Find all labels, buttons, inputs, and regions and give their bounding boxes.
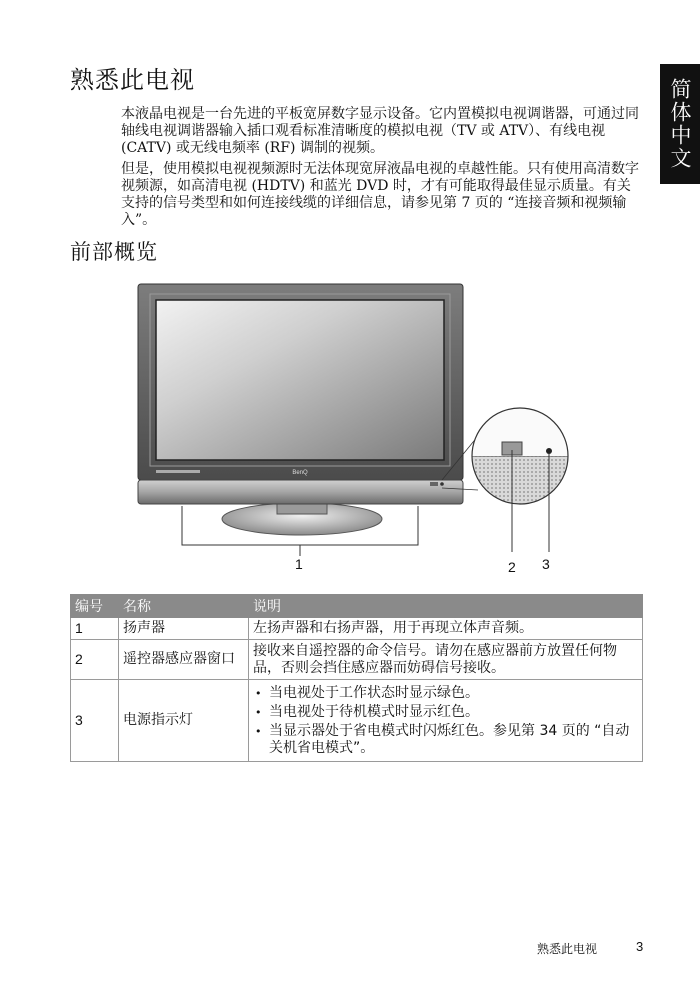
- power-indicator: [546, 448, 552, 454]
- power-indicator-dot: [440, 482, 444, 486]
- tv-screen: [156, 300, 444, 460]
- header-number: 编号: [71, 595, 119, 618]
- tv-front-figure: [130, 278, 580, 578]
- table-row: [71, 618, 643, 640]
- section-title: 熟悉此电视: [70, 66, 195, 94]
- footer-section-title: 熟悉此电视: [537, 942, 598, 956]
- row-name: 电源指示灯: [119, 680, 249, 762]
- row-name: 扬声器: [119, 618, 249, 640]
- header-description: 说明: [249, 595, 643, 618]
- bullet-list: [253, 685, 638, 757]
- row-number: 3: [71, 680, 119, 762]
- bullet-item: • 当电视处于待机模式时显示红色。: [253, 704, 638, 721]
- tv-illustration: [130, 278, 580, 578]
- speaker-bar: [138, 480, 463, 504]
- row-number: 1: [71, 618, 119, 640]
- intro-paragraph-2: 但是，使用模拟电视视频源时无法体现宽屏液晶电视的卓越性能。只有使用高清数字视频源，如高清电视 (HDTV) 和蓝光 DVD 时，才有可能取得最佳显示质量。有关支持的信号类型和如何连接线缆的详细信息，请参见第 7 页的 “连接音频和视频输入”。: [121, 161, 639, 228]
- language-tab: [660, 64, 700, 184]
- overview-title: 前部概览: [70, 240, 158, 264]
- callout-2-label: 2: [508, 559, 516, 575]
- table-header-row: [71, 595, 643, 618]
- row-description: 左扬声器和右扬声器，用于再现立体声音频。: [249, 618, 643, 640]
- callout-3-label: 3: [542, 556, 550, 572]
- bullet-item: • 当显示器处于省电模式时闪烁红色。参见第 34 页的 “自动关机省电模式”。: [253, 723, 638, 757]
- front-panel-table: [70, 594, 643, 762]
- intro-paragraph-1: 本液晶电视是一台先进的平板宽屏数字显示设备。它内置模拟电视调谐器，可通过同轴线电视调谐器输入插口观看标准清晰度的模拟电视（TV 或 ATV）、有线电视 (CATV) 或无线电频率 (RF) 调制的视频。: [121, 106, 639, 156]
- row-number: 2: [71, 640, 119, 680]
- bullet-item: • 当电视处于工作状态时显示绿色。: [253, 685, 638, 702]
- row-name: 遥控器感应器窗口: [119, 640, 249, 680]
- zoom-detail: [470, 406, 570, 506]
- language-tab-label: 简体中文: [668, 78, 692, 170]
- tv-brand-logo: BenQ: [292, 470, 308, 476]
- header-name: 名称: [119, 595, 249, 618]
- row-description: [249, 680, 643, 762]
- table-row: [71, 680, 643, 762]
- intro-text: [121, 106, 643, 233]
- row-description: 接收来自遥控器的命令信号。请勿在感应器前方放置任何物品，否则会挡住感应器而妨碍信号接收。: [249, 640, 643, 680]
- callout-1-label: 1: [295, 556, 303, 572]
- table-row: [71, 640, 643, 680]
- footer-page-number: 3: [636, 939, 644, 954]
